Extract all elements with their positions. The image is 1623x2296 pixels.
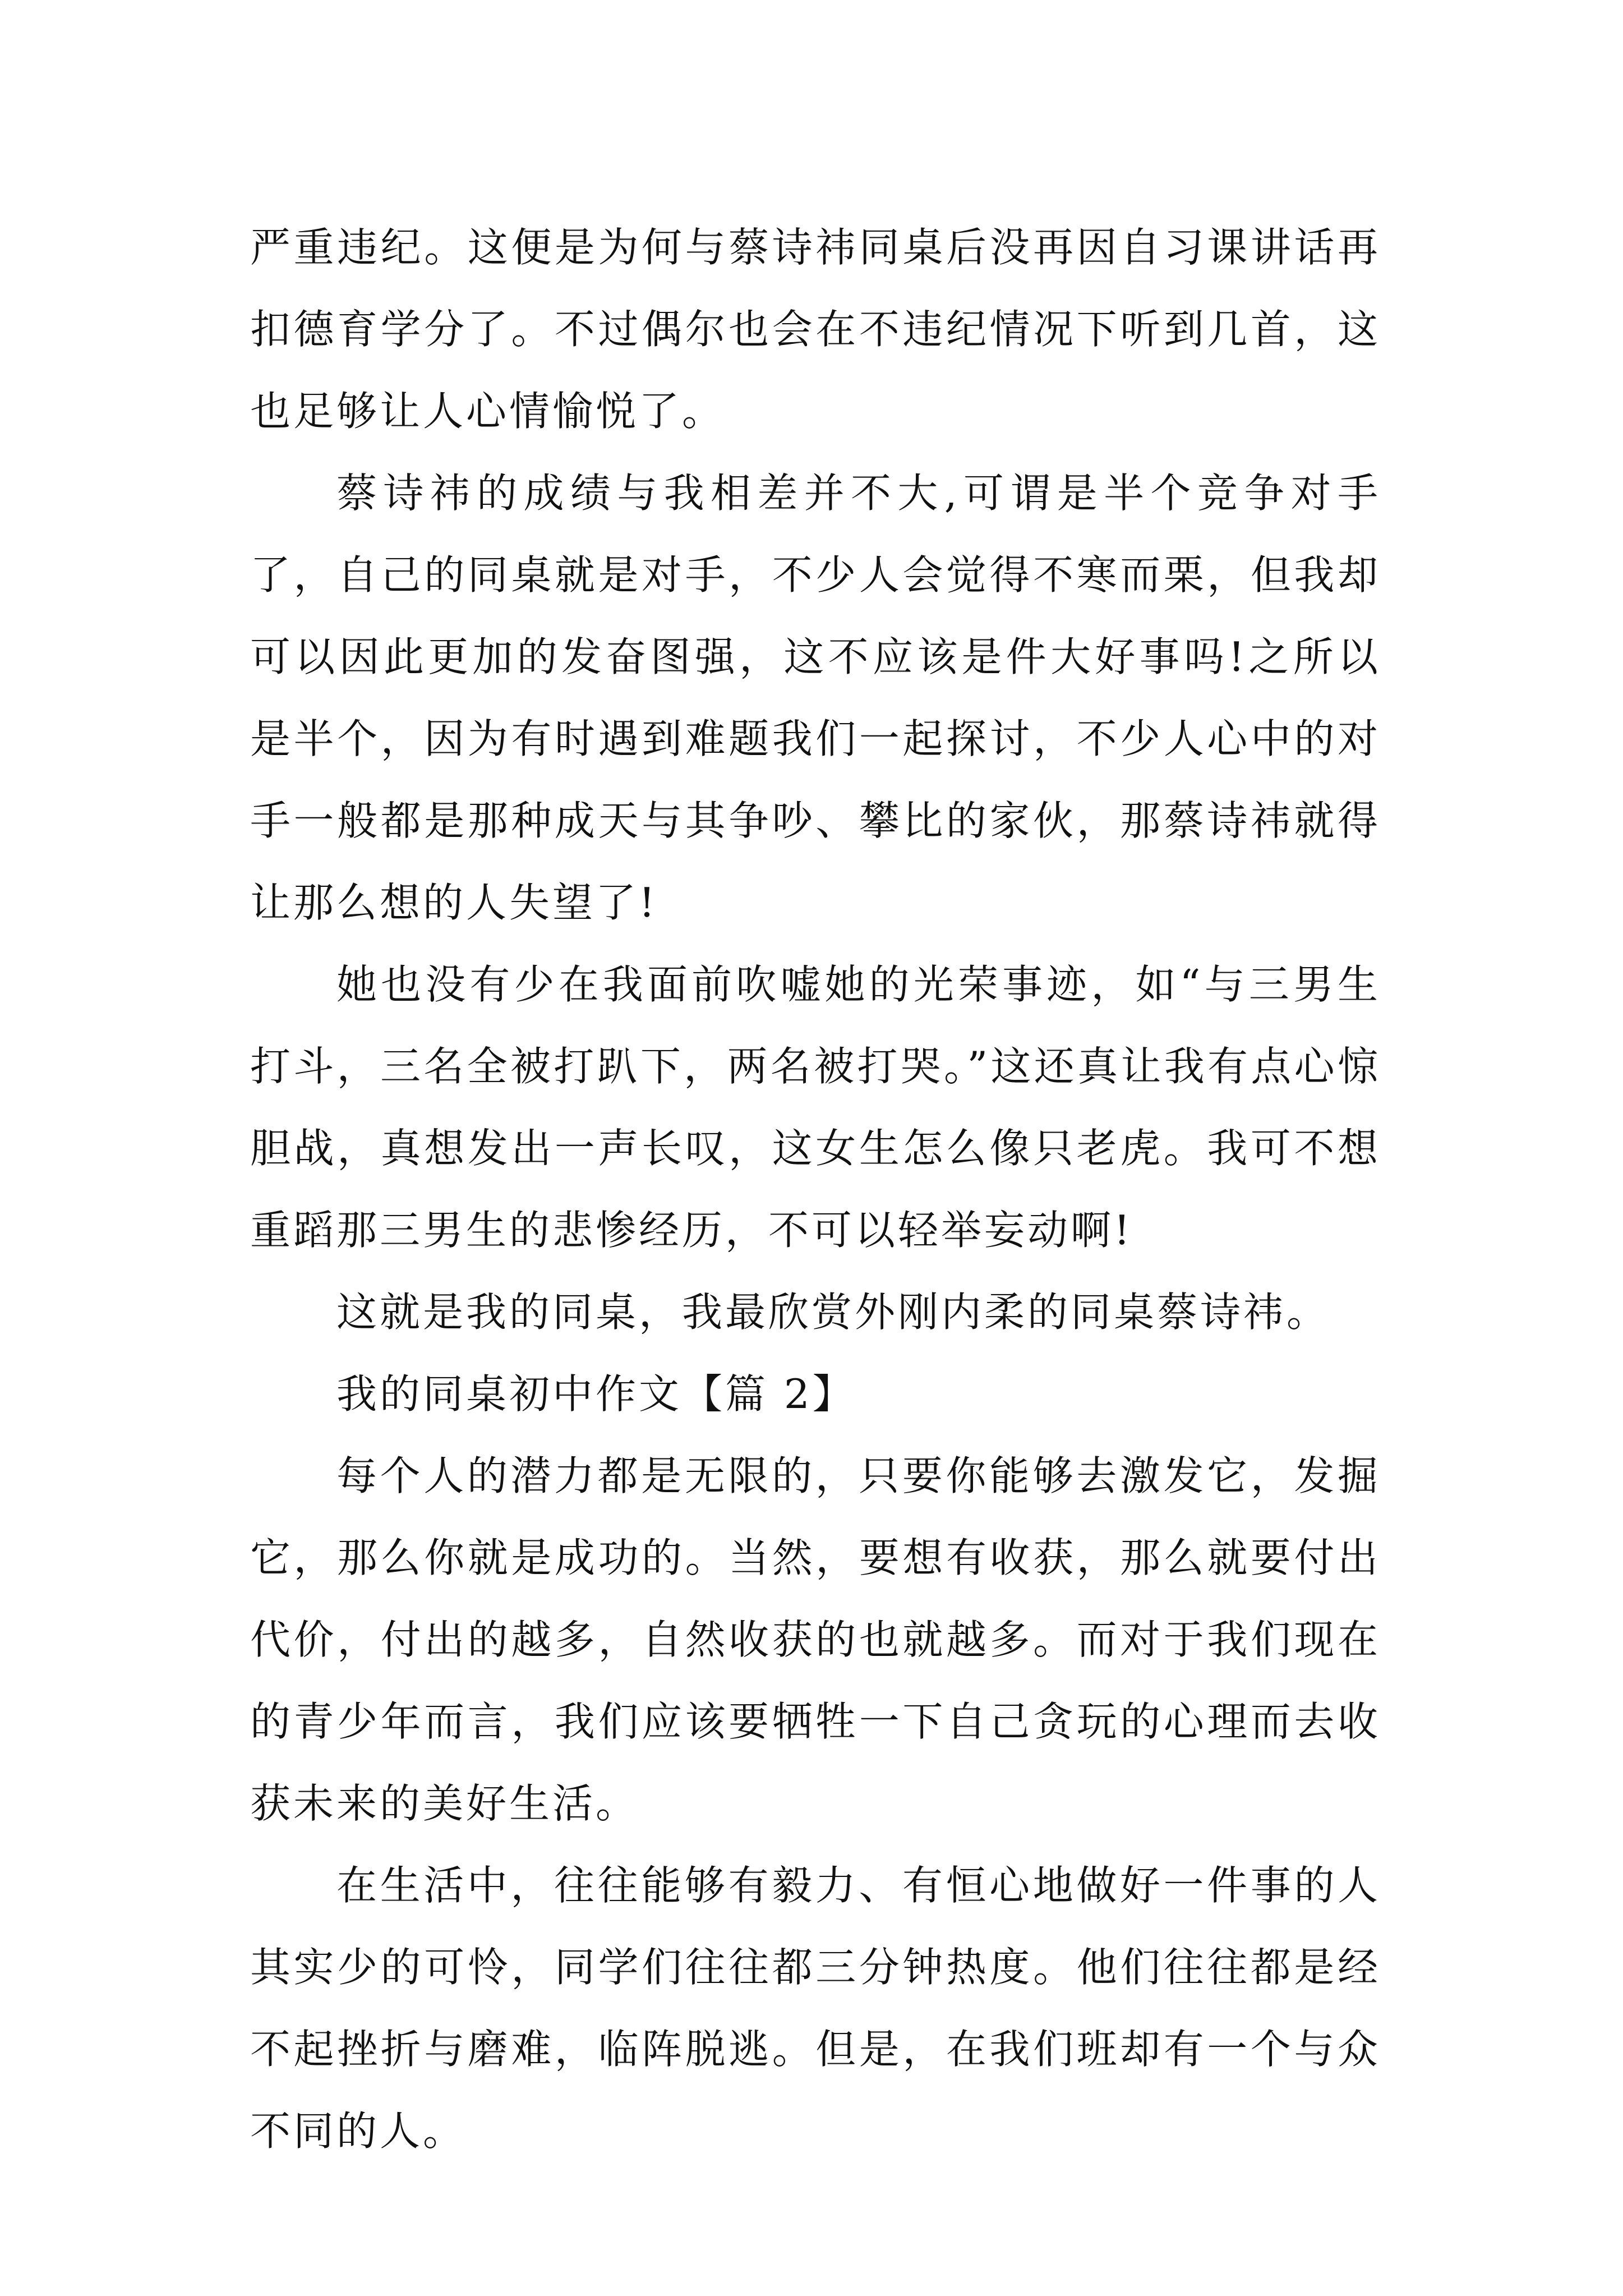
paragraph-6: 在生活中，往往能够有毅力、有恒心地做好一件事的人其实少的可怜，同学们往往都三分钟热度。他们往往都是经不起挫折与磨难，临阵脱逃。但是，在我们班却有一个与众不同的人。 [250, 1862, 1381, 2155]
paragraph-2: 蔡诗祎的成绩与我相差并不大,可谓是半个竞争对手了，自己的同桌就是对手，不少人会觉得不寒而栗，但我却可以因此更加的发奋图强，这不应该是件大好事吗!之所以是半个，因为有时遇到难题我们一起探讨，不少人心中的对手一般都是那种成天与其争吵、攀比的家伙，那蔡诗祎就得让那么想的人失望了! [250, 470, 1381, 926]
paragraph-5: 每个人的潜力都是无限的，只要你能够去激发它，发掘它，那么你就是成功的。当然，要想有收获，那么就要付出代价，付出的越多，自然收获的也就越多。而对于我们现在的青少年而言，我们应该要牺牲一下自己贪玩的心理而去收获未来的美好生活。 [250, 1452, 1381, 1827]
document-body [250, 206, 1381, 2172]
paragraph-3: 她也没有少在我面前吹嘘她的光荣事迹，如“与三男生打斗，三名全被打趴下，两名被打哭。”这还真让我有点心惊胆战，真想发出一声长叹，这女生怎么像只老虎。我可不想重蹈那三男生的悲惨经历，不可以轻举妄动啊! [250, 961, 1381, 1254]
paragraph-4: 这就是我的同桌，我最欣赏外刚内柔的同桌蔡诗祎。 [336, 1289, 1330, 1336]
section-heading: 我的同桌初中作文【篇 2】 [336, 1370, 856, 1418]
paragraph-1: 严重违纪。这便是为何与蔡诗祎同桌后没再因自习课讲话再扣德育学分了。不过偶尔也会在不违纪情况下听到几首，这也足够让人心情愉悦了。 [250, 224, 1381, 435]
